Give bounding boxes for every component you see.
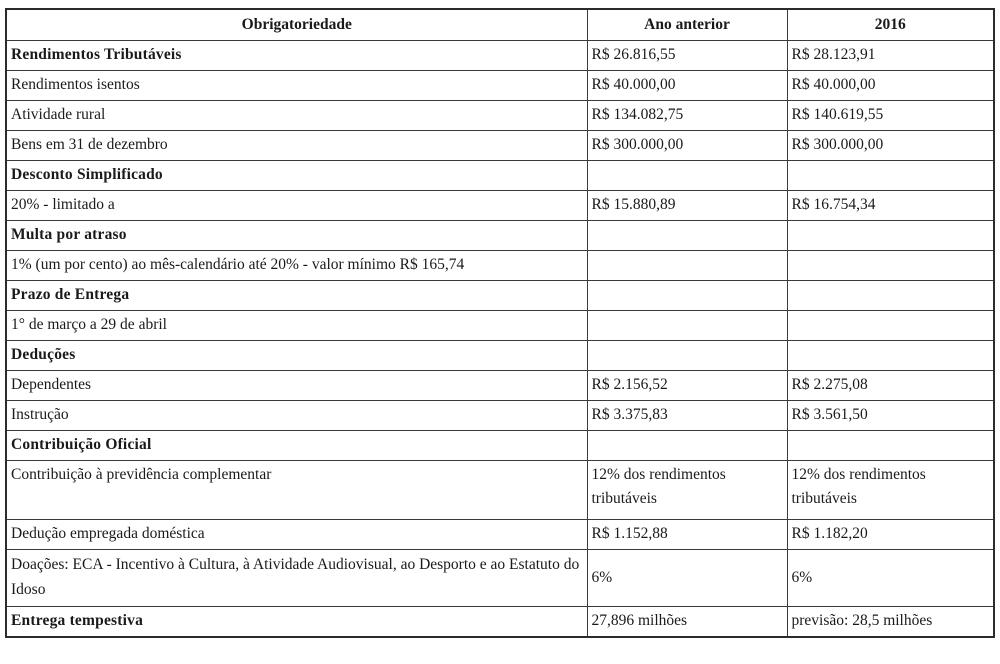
valor-2016-cell: R$ 140.619,55	[787, 101, 993, 131]
table-row	[7, 251, 993, 281]
valor-2016-cell: R$ 2.275,08	[787, 371, 993, 401]
row-label-cell: Prazo de Entrega	[7, 281, 587, 311]
ano-anterior-cell	[587, 281, 787, 311]
ano-anterior-cell: R$ 1.152,88	[587, 520, 787, 550]
row-label-cell: Instrução	[7, 401, 587, 431]
valor-2016-cell: 6%	[787, 550, 993, 607]
valor-2016-cell: R$ 16.754,34	[787, 191, 993, 221]
valor-2016-cell	[787, 341, 993, 371]
valor-2016-cell: 12% dos rendimentos tributáveis	[787, 461, 993, 520]
row-label-cell: 20% - limitado a	[7, 191, 587, 221]
valor-2016-cell: R$ 28.123,91	[787, 41, 993, 71]
valor-2016-cell: R$ 3.561,50	[787, 401, 993, 431]
row-label-cell: Dependentes	[7, 371, 587, 401]
table-section-row	[7, 41, 993, 71]
table-section-row	[7, 341, 993, 371]
obrigatoriedade-table	[7, 10, 993, 636]
ano-anterior-cell	[587, 221, 787, 251]
obrigatoriedade-table-container	[5, 8, 995, 638]
valor-2016-cell: previsão: 28,5 milhões	[787, 607, 993, 637]
row-label-cell: Deduções	[7, 341, 587, 371]
table-section-row	[7, 281, 993, 311]
valor-2016-cell	[787, 221, 993, 251]
row-label-cell: 1% (um por cento) ao mês-calendário até 20% - valor mínimo R$ 165,74	[7, 251, 587, 281]
row-label-cell: 1° de março a 29 de abril	[7, 311, 587, 341]
ano-anterior-cell: R$ 2.156,52	[587, 371, 787, 401]
header-obrigatoriedade: Obrigatoriedade	[7, 10, 587, 41]
ano-anterior-cell: R$ 134.082,75	[587, 101, 787, 131]
ano-anterior-cell: R$ 40.000,00	[587, 71, 787, 101]
row-label-cell: Atividade rural	[7, 101, 587, 131]
ano-anterior-cell	[587, 311, 787, 341]
table-section-row	[7, 607, 993, 637]
row-label-cell: Desconto Simplificado	[7, 161, 587, 191]
table-section-row	[7, 161, 993, 191]
table-row	[7, 71, 993, 101]
ano-anterior-cell	[587, 161, 787, 191]
ano-anterior-cell: 12% dos rendimentos tributáveis	[587, 461, 787, 520]
row-label-cell: Rendimentos Tributáveis	[7, 41, 587, 71]
row-label-cell: Doações: ECA - Incentivo à Cultura, à Atividade Audiovisual, ao Desporto e ao Estatuto do Idoso	[7, 550, 587, 607]
valor-2016-cell	[787, 161, 993, 191]
ano-anterior-cell: 27,896 milhões	[587, 607, 787, 637]
row-label-cell: Contribuição à previdência complementar	[7, 461, 587, 520]
table-header-row	[7, 10, 993, 41]
valor-2016-cell	[787, 251, 993, 281]
table-row	[7, 550, 993, 607]
ano-anterior-cell	[587, 341, 787, 371]
ano-anterior-cell	[587, 431, 787, 461]
valor-2016-cell: R$ 40.000,00	[787, 71, 993, 101]
header-ano-anterior: Ano anterior	[587, 10, 787, 41]
table-row	[7, 520, 993, 550]
ano-anterior-cell: R$ 26.816,55	[587, 41, 787, 71]
row-label-cell: Dedução empregada doméstica	[7, 520, 587, 550]
row-label-cell: Contribuição Oficial	[7, 431, 587, 461]
ano-anterior-cell: 6%	[587, 550, 787, 607]
ano-anterior-cell: R$ 3.375,83	[587, 401, 787, 431]
ano-anterior-cell	[587, 251, 787, 281]
valor-2016-cell	[787, 431, 993, 461]
valor-2016-cell: R$ 1.182,20	[787, 520, 993, 550]
valor-2016-cell	[787, 311, 993, 341]
table-section-row	[7, 221, 993, 251]
header-2016: 2016	[787, 10, 993, 41]
valor-2016-cell	[787, 281, 993, 311]
row-label-cell: Multa por atraso	[7, 221, 587, 251]
ano-anterior-cell: R$ 15.880,89	[587, 191, 787, 221]
row-label-cell: Entrega tempestiva	[7, 607, 587, 637]
table-row	[7, 461, 993, 520]
table-row	[7, 191, 993, 221]
valor-2016-cell: R$ 300.000,00	[787, 131, 993, 161]
ano-anterior-cell: R$ 300.000,00	[587, 131, 787, 161]
table-row	[7, 131, 993, 161]
row-label-cell: Bens em 31 de dezembro	[7, 131, 587, 161]
table-row	[7, 101, 993, 131]
table-row	[7, 371, 993, 401]
row-label-cell: Rendimentos isentos	[7, 71, 587, 101]
table-row	[7, 401, 993, 431]
table-row	[7, 311, 993, 341]
table-section-row	[7, 431, 993, 461]
